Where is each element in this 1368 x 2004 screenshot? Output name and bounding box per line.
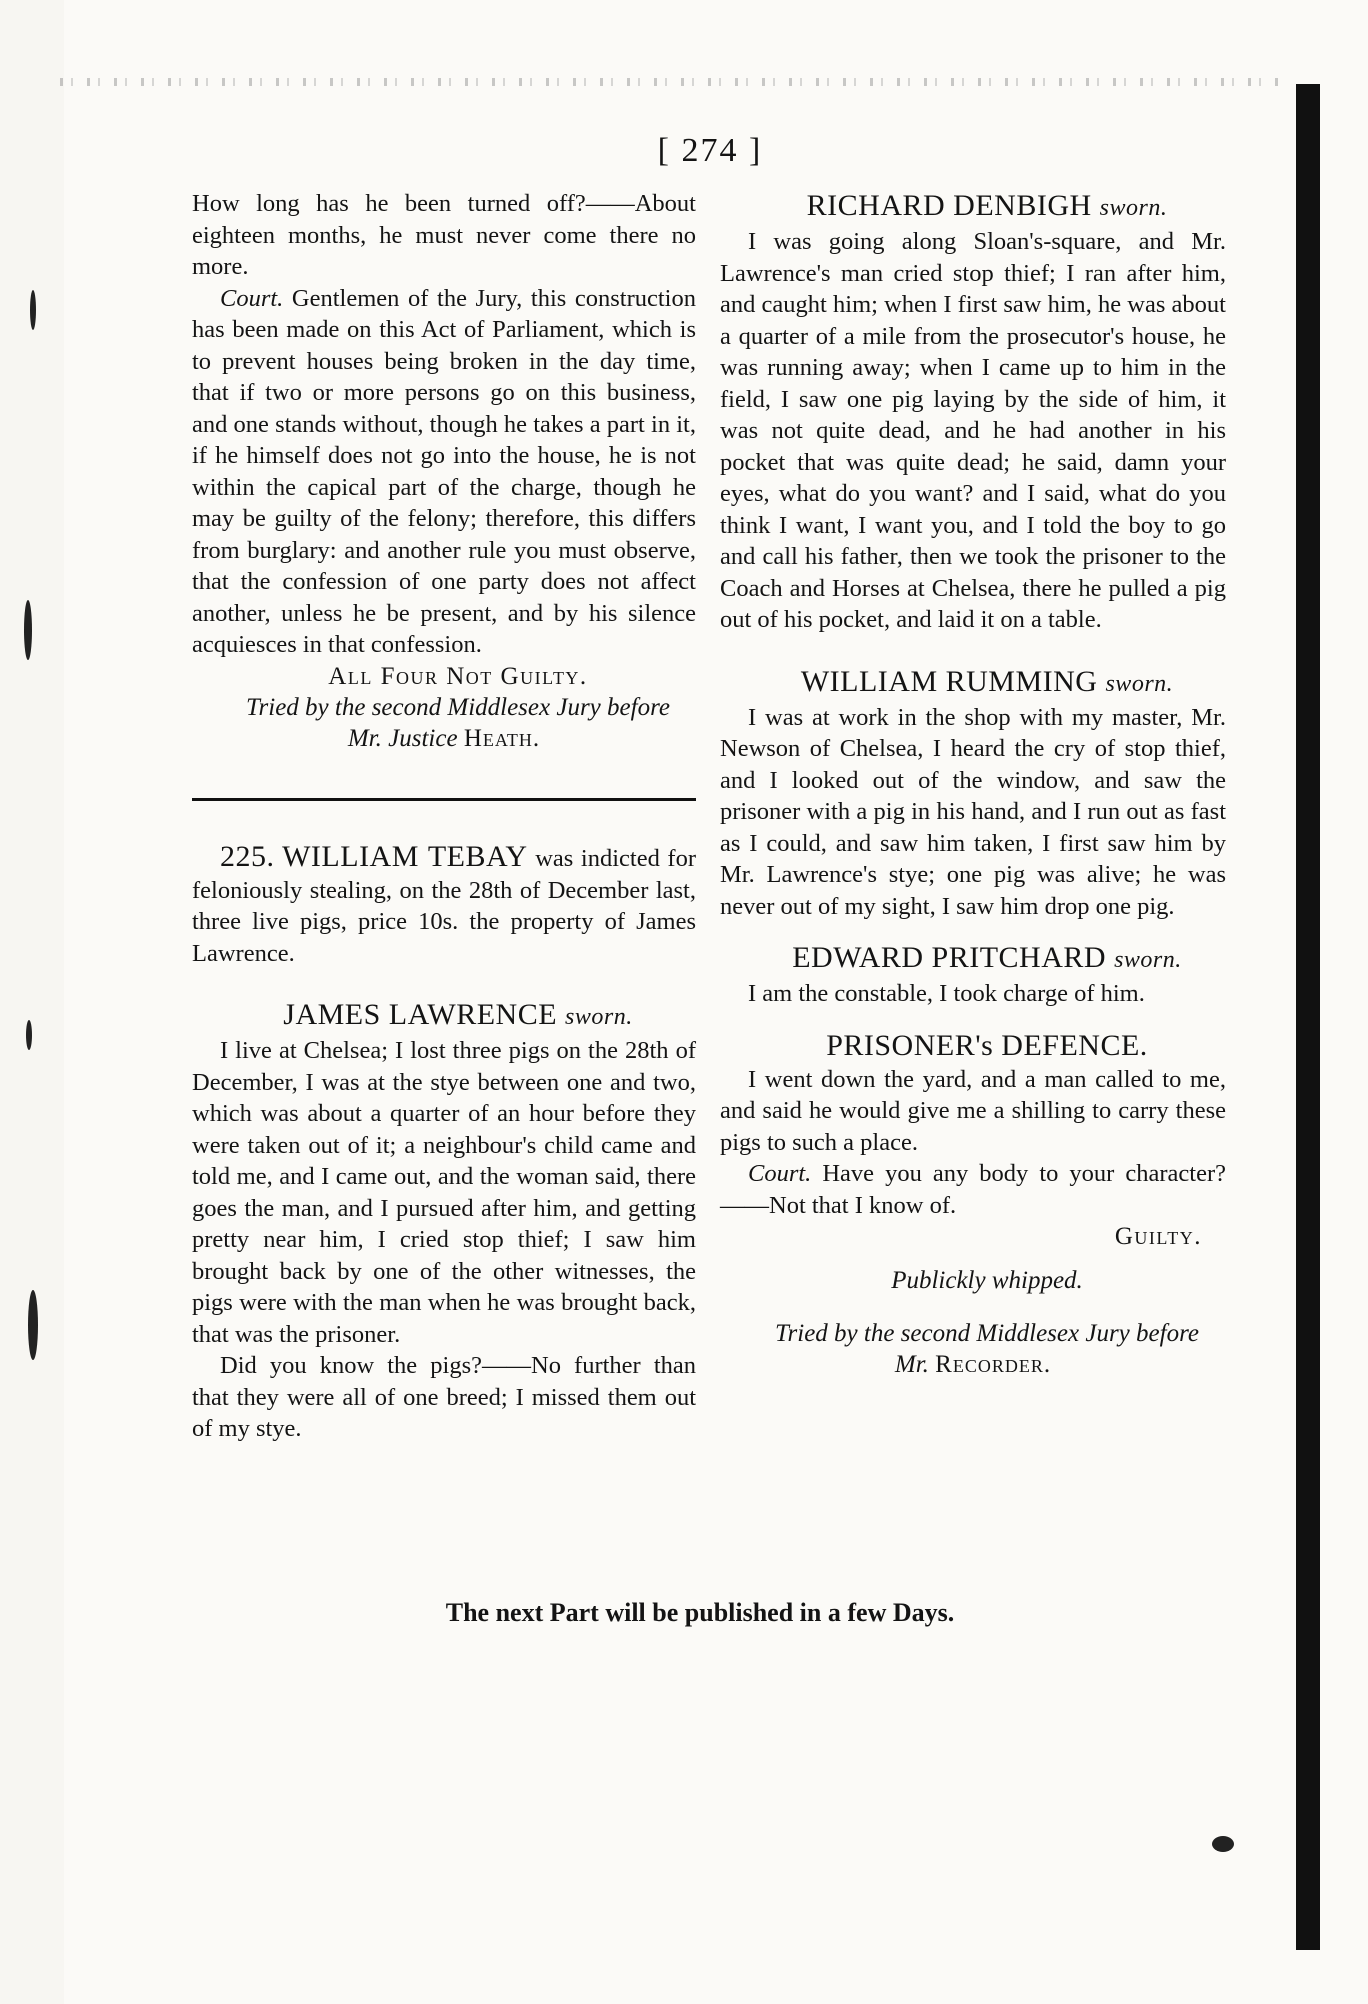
speaker-label: Court. [220, 284, 284, 312]
court-paragraph [720, 1158, 1226, 1221]
right-column [720, 188, 1226, 1380]
trial-note [720, 1318, 1226, 1380]
case-paragraph [192, 841, 696, 969]
judge-name: Recorder. [935, 1350, 1052, 1378]
sworn-label: sworn. [565, 1004, 633, 1030]
trial-note-text: Tried by the second Middlesex Jury before [775, 1319, 1199, 1347]
testimony-paragraph: I was at work in the shop with my master, Mr. Newson of Chelsea, I heard the cry of stop thief, and I looked out of the window, and saw the prisoner with a pig in his hand, and I run out as fast as I could, and saw him taken, I first saw him by Mr. Lawrence's stye; one pig was alive; he was never out of my sight, I saw him drop one pig. [720, 703, 1226, 920]
indictment-text: was indicted for feloniously stealing, on the 28th of December last, three live pigs, price 10s. the property of James Lawrence. [192, 845, 696, 967]
testimony-paragraph: I went down the yard, and a man called to me, and said he would give me a shilling to carry these pigs to such a place. [720, 1065, 1226, 1156]
witness-heading [720, 940, 1226, 978]
scan-speck [28, 1290, 38, 1360]
speaker-label: Court. [748, 1160, 812, 1187]
sentence: Publickly whipped. [891, 1266, 1083, 1294]
section-rule [192, 798, 696, 801]
binding-shadow [1296, 84, 1320, 1950]
witness-name: WILLIAM RUMMING [800, 664, 1098, 698]
trial-note-text: Tried by the second Middlesex Jury before [246, 694, 670, 721]
judge-name: Heath. [463, 725, 541, 752]
footer-notice: The next Part will be published in a few Days. [445, 1598, 955, 1627]
sworn-label: sworn. [1105, 670, 1174, 697]
defence-heading: PRISONER's DEFENCE. [826, 1028, 1148, 1062]
left-column [192, 188, 696, 1445]
court-text: Have you any body to your character?——Not that I know of. [720, 1160, 1227, 1219]
verdict: All Four Not Guilty. [328, 662, 588, 690]
court-paragraph [192, 283, 696, 661]
scan-speck [24, 600, 32, 660]
sworn-label: sworn. [1114, 947, 1182, 973]
testimony-paragraph: Did you know the pigs?——No further than that they were all of one breed; I missed them out of my stye. [192, 1352, 696, 1442]
sworn-label: sworn. [1099, 195, 1168, 221]
court-text: Gentlemen of the Jury, this construction has been made on this Act of Parliament, which is to prevent houses being broken in the day time, that if two or more persons go on this business, and one stands without, though he takes a part in it, if he himself does not go into the house, he is not within the capical part of the charge, though he may be guilty of the felony; therefore, this differs from burglary: and another rule you must observe, that the confession of one party does not affect another, unless he be present, and by his silence acquiesces in that confession. [192, 284, 696, 658]
scan-noise [60, 78, 1280, 86]
witness-heading [720, 188, 1226, 226]
judge-prefix: Mr. Justice [347, 725, 458, 752]
scan-speck [1212, 1836, 1234, 1852]
witness-name: RICHARD DENBIGH [806, 189, 1092, 222]
testimony-paragraph: I am the constable, I took charge of him. [748, 980, 1145, 1007]
trial-note [192, 692, 696, 754]
verdict: Guilty. [1114, 1223, 1202, 1250]
witness-name: EDWARD PRITCHARD [792, 941, 1107, 974]
scan-speck [30, 290, 36, 330]
testimony-paragraph: I was going along Sloan's-square, and Mr. Lawrence's man cried stop thief; I ran after him, and caught him; when I first saw him, he was about a quarter of a mile from the prosecutor's house, he was running away; when I came up to him in the field, I saw one pig laying by the side of him, it was not quite dead, and he had another in his pocket that was quite dead; he said, damn your eyes, what do you want? and I said, what do you think I want, I want you, and I told the boy to go and call his father, then we took the prisoner to the Coach and Horses at Chelsea, there he pulled a pig out of his pocket, and laid it on a table. [720, 228, 1226, 633]
testimony-paragraph: I live at Chelsea; I lost three pigs on the 28th of December, I was at the stye between one and two, which was about a quarter of an hour before they were taken out of it; a neighbour's child came and told me, and I came out, and the woman said, there goes the man, and I pursued after him, and getting pretty near him, I cried stop thief; I saw him brought back by one of the other witnesses, the pigs were with the man when he was brought back, that was the prisoner. [192, 1037, 696, 1348]
case-number: 225. [220, 840, 275, 873]
witness-heading [720, 664, 1226, 702]
judge-prefix: Mr. [894, 1350, 929, 1378]
page-number: [ 274 ] [657, 132, 763, 169]
testimony-paragraph: How long has he been turned off?——About eighteen months, he must never come there no more. [192, 190, 696, 280]
scan-speck [26, 1020, 32, 1050]
defendant-name: WILLIAM TEBAY [282, 840, 528, 873]
witness-name: JAMES LAWRENCE [283, 998, 558, 1031]
witness-heading [192, 997, 696, 1035]
